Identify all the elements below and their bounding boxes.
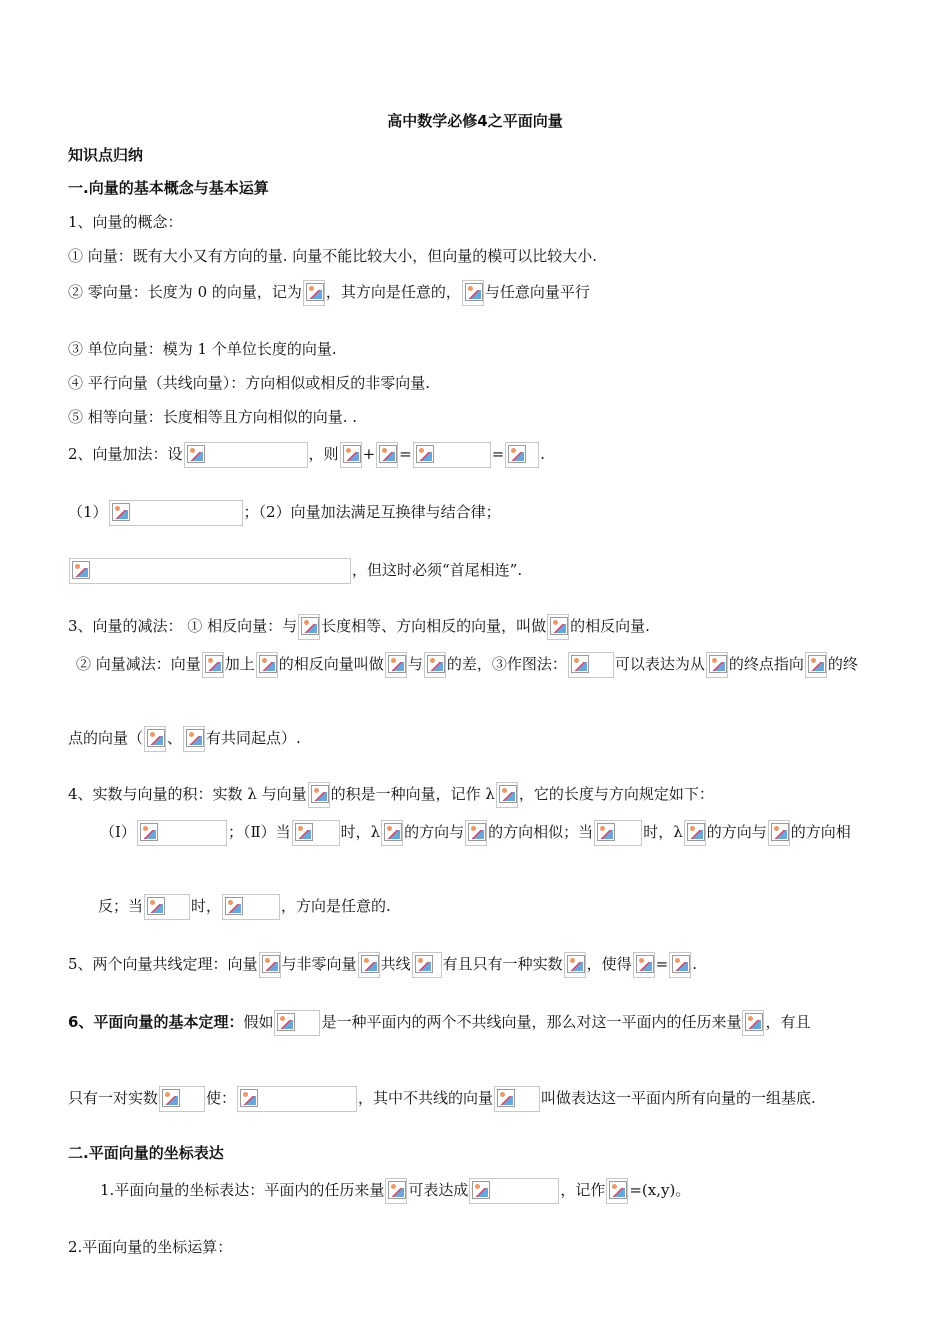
vector-definition: ① 向量：既有大小又有方向的量. 向量不能比较大小，但向量的模可以比较大小. — [68, 247, 598, 265]
text: 的积是一种向量，记作 λ — [330, 785, 495, 803]
formula-image-placeholder — [706, 652, 728, 678]
broken-image-icon — [609, 1181, 627, 1199]
basis-definition-line — [68, 1086, 816, 1112]
broken-image-icon — [388, 1181, 406, 1199]
text: 5、两个向量共线定理：向量 — [68, 955, 258, 973]
text: ，但这时必须“首尾相连”. — [352, 561, 523, 579]
broken-image-icon — [499, 785, 517, 803]
text: 是一种平面内的两个不共线向量，那么对这一平面内的任历来量 — [321, 1013, 742, 1031]
formula-image-placeholder — [564, 952, 586, 978]
formula-image-placeholder — [547, 614, 569, 640]
formula-image-placeholder — [183, 726, 205, 752]
text: 可以表达为从 — [614, 655, 705, 673]
broken-image-icon — [72, 561, 90, 579]
broken-image-icon — [379, 445, 397, 463]
broken-image-icon — [384, 823, 402, 841]
broken-image-icon — [147, 897, 165, 915]
formula-image-placeholder — [385, 1178, 407, 1204]
broken-image-icon — [771, 823, 789, 841]
formula-image-placeholder — [494, 1086, 540, 1112]
formula-image-placeholder — [376, 442, 398, 468]
broken-image-icon — [140, 823, 158, 841]
scalar-rules-line — [100, 820, 851, 846]
broken-image-icon — [225, 897, 243, 915]
broken-image-icon — [361, 955, 379, 973]
equal-vector-line: ⑤ 相等向量：长度相等且方向相似的向量. . — [68, 408, 358, 426]
text: = — [399, 445, 412, 463]
broken-image-icon — [112, 503, 130, 521]
broken-image-icon — [343, 445, 361, 463]
formula-image-placeholder — [424, 652, 446, 678]
broken-image-icon — [571, 655, 589, 673]
broken-image-icon — [388, 655, 406, 673]
formula-image-placeholder — [469, 1178, 559, 1204]
text: 点的向量（ — [68, 729, 144, 747]
broken-image-icon — [472, 1181, 490, 1199]
broken-image-icon — [508, 445, 526, 463]
text: 反；当 — [98, 897, 144, 915]
broken-image-icon — [550, 617, 568, 635]
broken-image-icon — [277, 1013, 295, 1031]
text: 1.平面向量的坐标表达：平面内的任历来量 — [100, 1181, 385, 1199]
formula-image-placeholder — [385, 652, 407, 678]
formula-image-placeholder — [594, 820, 642, 846]
formula-image-placeholder — [568, 652, 614, 678]
formula-image-placeholder — [308, 782, 330, 808]
formula-image-placeholder — [412, 952, 442, 978]
formula-image-placeholder — [298, 614, 320, 640]
broken-image-icon — [468, 823, 486, 841]
broken-image-icon — [205, 655, 223, 673]
broken-image-icon — [672, 955, 690, 973]
text: 叫做表达这一平面内所有向量的一组基底. — [541, 1089, 816, 1107]
formula-image-placeholder — [202, 652, 224, 678]
text: ，记作 — [560, 1181, 606, 1199]
text: ② 向量减法：向量 — [76, 655, 201, 673]
broken-image-icon — [262, 955, 280, 973]
formula-image-placeholder — [237, 1086, 357, 1112]
subtraction-rule-line — [76, 652, 858, 678]
formula-image-placeholder — [259, 952, 281, 978]
text: ，其中不共线的向量 — [358, 1089, 494, 1107]
head-to-tail-line — [68, 558, 522, 584]
text: ② 零向量：长度为 — [68, 283, 193, 301]
text: 的相反向量叫做 — [278, 655, 384, 673]
broken-image-icon — [497, 1089, 515, 1107]
formula-image-placeholder — [768, 820, 790, 846]
zero-vector-line — [68, 280, 590, 306]
text: ，方向是任意的. — [281, 897, 391, 915]
text: 有共同起点）. — [206, 729, 301, 747]
vector-subtraction-line — [68, 614, 650, 640]
text: 、 — [167, 729, 183, 747]
section-1-heading: 一.向量的基本概念与基本运算 — [68, 179, 269, 197]
common-origin-line — [68, 726, 301, 752]
collinear-theorem-line — [68, 952, 697, 978]
broken-image-icon — [186, 729, 204, 747]
text: ，有且 — [765, 1013, 811, 1031]
broken-image-icon — [187, 445, 205, 463]
formula-image-placeholder — [144, 894, 190, 920]
formula-image-placeholder — [222, 894, 280, 920]
basis-theorem-line — [68, 1010, 811, 1036]
text: 使： — [206, 1089, 237, 1107]
scalar-zero-line — [98, 894, 391, 920]
formula-image-placeholder — [292, 820, 340, 846]
formula-image-placeholder — [381, 820, 403, 846]
broken-image-icon — [147, 729, 165, 747]
formula-image-placeholder — [274, 1010, 320, 1036]
broken-image-icon — [416, 445, 434, 463]
text: 的方向与 — [706, 823, 767, 841]
text: 与 — [407, 655, 423, 673]
text: 0 — [197, 283, 208, 301]
vector-addition-line — [68, 442, 545, 468]
formula-image-placeholder — [184, 442, 308, 468]
text: ，则 — [308, 445, 339, 463]
broken-image-icon — [415, 955, 433, 973]
text: ，其方向是任意的， — [325, 283, 461, 301]
broken-image-icon — [597, 823, 615, 841]
text: ；（2）向量加法满足互换律与结合律； — [243, 503, 501, 521]
text: 2、向量加法：设 — [68, 445, 183, 463]
text: 4、实数与向量的积：实数 λ 与向量 — [68, 785, 307, 803]
concept-heading: 1、向量的概念： — [68, 213, 183, 231]
text: 的终 — [827, 655, 858, 673]
broken-image-icon — [567, 955, 585, 973]
formula-image-placeholder — [805, 652, 827, 678]
coordinate-representation-line — [100, 1178, 690, 1204]
text: . — [540, 445, 546, 463]
text: 共线 — [380, 955, 411, 973]
broken-image-icon — [162, 1089, 180, 1107]
formula-image-placeholder — [633, 952, 655, 978]
text: =(x,y)。 — [629, 1181, 691, 1199]
parallel-vector-line: ④ 平行向量（共线向量）：方向相似或相反的非零向量. — [68, 374, 431, 392]
text: 时，λ — [643, 823, 683, 841]
formula-image-placeholder — [159, 1086, 205, 1112]
broken-image-icon — [301, 617, 319, 635]
text: 假如 — [243, 1013, 274, 1031]
text: 的差，③作图法： — [446, 655, 567, 673]
broken-image-icon — [687, 823, 705, 841]
text: 的方向相似；当 — [488, 823, 594, 841]
text: 只有一对实数 — [68, 1089, 159, 1107]
broken-image-icon — [240, 1089, 258, 1107]
formula-image-placeholder — [462, 280, 484, 306]
formula-image-placeholder — [137, 820, 227, 846]
text: 与任意向量平行 — [484, 283, 590, 301]
broken-image-icon — [295, 823, 313, 841]
text: 的向量，记为 — [211, 283, 302, 301]
broken-image-icon — [636, 955, 654, 973]
text: ，使得 — [586, 955, 632, 973]
broken-image-icon — [745, 1013, 763, 1031]
text: = — [655, 955, 669, 973]
text: 时， — [191, 897, 222, 915]
text: 的方向相 — [790, 823, 851, 841]
broken-image-icon — [427, 655, 445, 673]
page-title: 高中数学必修4之平面向量 — [387, 112, 563, 130]
broken-image-icon — [311, 785, 329, 803]
text: + — [362, 445, 376, 463]
text: （Ⅰ） — [100, 823, 136, 841]
formula-image-placeholder — [684, 820, 706, 846]
formula-image-placeholder — [465, 820, 487, 846]
formula-image-placeholder — [669, 952, 691, 978]
formula-image-placeholder — [413, 442, 491, 468]
scalar-product-line — [68, 782, 714, 808]
text: 时，λ — [340, 823, 381, 841]
coordinate-operations-line: 2.平面向量的坐标运算： — [68, 1238, 233, 1256]
formula-image-placeholder — [496, 782, 518, 808]
formula-image-placeholder — [742, 1010, 764, 1036]
broken-image-icon — [709, 655, 727, 673]
formula-image-placeholder — [340, 442, 362, 468]
broken-image-icon — [259, 655, 277, 673]
formula-image-placeholder — [606, 1178, 628, 1204]
text: ；（Ⅱ）当 — [227, 823, 291, 841]
text: 有且只有一种实数 — [442, 955, 563, 973]
text: （1） — [68, 503, 108, 521]
unit-vector-line: ③ 单位向量：模为 1 个单位长度的向量. — [68, 340, 337, 358]
broken-image-icon — [306, 283, 324, 301]
formula-image-placeholder — [144, 726, 166, 752]
text: 的终点指向 — [728, 655, 804, 673]
text: 的相反向量. — [570, 617, 650, 635]
text: 的方向与 — [404, 823, 465, 841]
theorem-label: 6、平面向量的基本定理： — [68, 1013, 244, 1031]
text: 3、向量的减法： ① 相反向量：与 — [68, 617, 298, 635]
text: ，它的长度与方向规定如下： — [518, 785, 714, 803]
section-2-heading: 二.平面向量的坐标表达 — [68, 1144, 224, 1162]
broken-image-icon — [465, 283, 483, 301]
knowledge-heading: 知识点归纳 — [68, 146, 144, 164]
text: 长度相等、方向相反的向量，叫做 — [321, 617, 547, 635]
text: 加上 — [224, 655, 255, 673]
addition-rule-line — [68, 500, 501, 526]
text: 可表达成 — [408, 1181, 469, 1199]
broken-image-icon — [808, 655, 826, 673]
formula-image-placeholder — [109, 500, 243, 526]
formula-image-placeholder — [358, 952, 380, 978]
formula-image-placeholder — [505, 442, 539, 468]
formula-image-placeholder — [256, 652, 278, 678]
formula-image-placeholder — [69, 558, 351, 584]
text: = — [491, 445, 505, 463]
text: . — [692, 955, 697, 973]
text: 与非零向量 — [281, 955, 357, 973]
formula-image-placeholder — [303, 280, 325, 306]
